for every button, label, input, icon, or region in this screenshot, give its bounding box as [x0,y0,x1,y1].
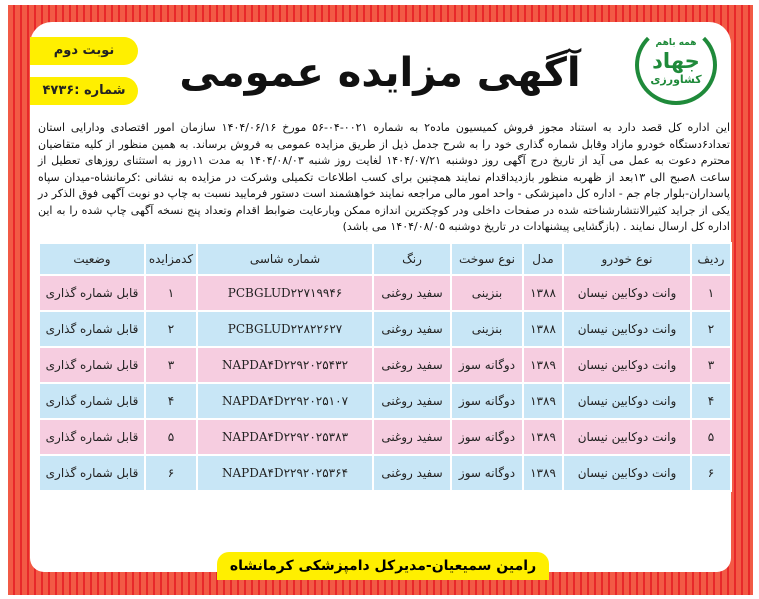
table-cell: سفید روغنی [373,275,451,311]
round-badge: نوبت دوم [30,37,138,65]
table-cell: ۵ [691,419,731,455]
table-cell: ۱۳۸۸ [523,311,563,347]
table-cell: وانت دوکابین نیسان [563,455,691,491]
table-cell: دوگانه سوز [451,383,523,419]
logo-top-text: همه باهم [655,38,697,48]
table-cell: NAPDA۴D۲۲۹۲۰۲۵۳۸۳ [197,419,373,455]
table-row [39,383,731,419]
table-cell: قابل شماره گذاری [39,347,145,383]
table-row [39,311,731,347]
table-row [39,455,731,491]
table-cell: ۲ [691,311,731,347]
table-cell: وانت دوکابین نیسان [563,275,691,311]
table-cell: ۱۳۸۹ [523,419,563,455]
column-header: مدل [523,243,563,275]
vehicles-table [38,242,732,492]
jihad-keshavarzi-logo [635,25,717,105]
table-cell: وانت دوکابین نیسان [563,419,691,455]
table-cell: قابل شماره گذاری [39,383,145,419]
column-header: کدمزایده [145,243,197,275]
table-cell: ۴ [145,383,197,419]
column-header: ردیف [691,243,731,275]
table-cell: ۱ [691,275,731,311]
table-cell: ۱ [145,275,197,311]
column-header: رنگ [373,243,451,275]
table-cell: ۶ [145,455,197,491]
table-cell: دوگانه سوز [451,419,523,455]
table-cell: ۶ [691,455,731,491]
table-row [39,419,731,455]
table-cell: قابل شماره گذاری [39,419,145,455]
table-cell: ۱۳۸۹ [523,347,563,383]
logo-main-text: جهاد [652,49,700,73]
table-cell: PCBGLUD۲۲۸۲۲۶۲۷ [197,311,373,347]
table-cell: ۱۳۸۹ [523,383,563,419]
table-cell: ۱۳۸۹ [523,455,563,491]
table-cell: قابل شماره گذاری [39,311,145,347]
column-header: وضعیت [39,243,145,275]
table-cell: سفید روغنی [373,455,451,491]
table-cell: بنزینی [451,311,523,347]
table-cell: بنزینی [451,275,523,311]
ad-content [38,120,730,599]
table-cell: قابل شماره گذاری [39,275,145,311]
table-row [39,275,731,311]
table-cell: PCBGLUD۲۲۷۱۹۹۴۶ [197,275,373,311]
table-cell: ۲ [145,311,197,347]
table-cell: NAPDA۴D۲۲۹۲۰۲۵۳۶۴ [197,455,373,491]
page-title: آگهی مزایده عمومی [179,50,581,96]
logo-bottom-text: کشاورزی [650,73,702,86]
table-cell: دوگانه سوز [451,455,523,491]
table-cell: دوگانه سوز [451,347,523,383]
table-cell: قابل شماره گذاری [39,455,145,491]
table-cell: NAPDA۴D۲۲۹۲۰۲۵۱۰۷ [197,383,373,419]
table-cell: وانت دوکابین نیسان [563,311,691,347]
signature-footer: رامین سمیعیان-مدیرکل دامپزشکی کرمانشاه [217,552,549,580]
table-cell: ۱۳۸۸ [523,275,563,311]
number-badge: شماره :۴۷۳۶ [30,77,138,105]
table-cell: ۳ [691,347,731,383]
column-header: نوع سوخت [451,243,523,275]
table-cell: NAPDA۴D۲۲۹۲۰۲۵۴۳۲ [197,347,373,383]
announcement-body: این اداره کل قصد دارد به استناد مجوز فروش کمیسیون ماده۲ به شماره ۰۰۲۱-۰۴-۵۶ مورخ ۱۴۰۴/۰۶/۱۶ سازمان امور اقتصادی ودارایی استان تعداد۶دستگاه خودرو مازاد وقابل شماره گذاری خود را به شرح جدمل ذیل از طریق مزایده عمومی به فروش برساند. به همین منظور از کلیه متقاضیان محترم دعوت به عمل می آید از تاریخ درج آگهی روز دوشنبه ۱۴۰۴/۰۷/۲۱ لغایت روز شنبه ۱۴۰۴/۰۸/۰۳ به مدت ۱۱روز به استثنای روزهای تعطیل از ساعت ۸صبح الی ۱۳بعد از ظهربه منظور بازدیداقدام نمایند همچنین برای کسب اطلاعات تکمیلی وشرکت در مزایده به نشانی :کرمانشاه-میدان سپاه پاسداران-بلوار جام جم - اداره کل دامپزشکی - واحد امور مالی مراجعه نمایند خواهشمند است دستور فرمایید نسبت به چاپ دو نوبت آگهی فوق الذکر در یکی از جراید کثیرالانتشارشناخته شده در صفحات داخلی ودر کوچکترین اندازه ممکن وبارعایت ضوابط اقدام وتعداد پنج نسخه آگهی چاپ شده را به این اداره کل ارسال نمایند . (بازگشایی پیشنهادات در تاریخ دوشنبه ۱۴۰۴/۰۸/۰۵ می باشد) [38,121,731,233]
footer-area [38,546,730,599]
table-header-row [39,243,731,275]
table-cell: سفید روغنی [373,347,451,383]
table-row [39,347,731,383]
table-cell: سفید روغنی [373,383,451,419]
table-cell: سفید روغنی [373,311,451,347]
table-cell: ۳ [145,347,197,383]
table-cell: ۴ [691,383,731,419]
table-cell: ۵ [145,419,197,455]
column-header: نوع خودرو [563,243,691,275]
table-cell: سفید روغنی [373,419,451,455]
table-cell: وانت دوکابین نیسان [563,347,691,383]
column-header: شماره شاسی [197,243,373,275]
table-cell: وانت دوکابین نیسان [563,383,691,419]
